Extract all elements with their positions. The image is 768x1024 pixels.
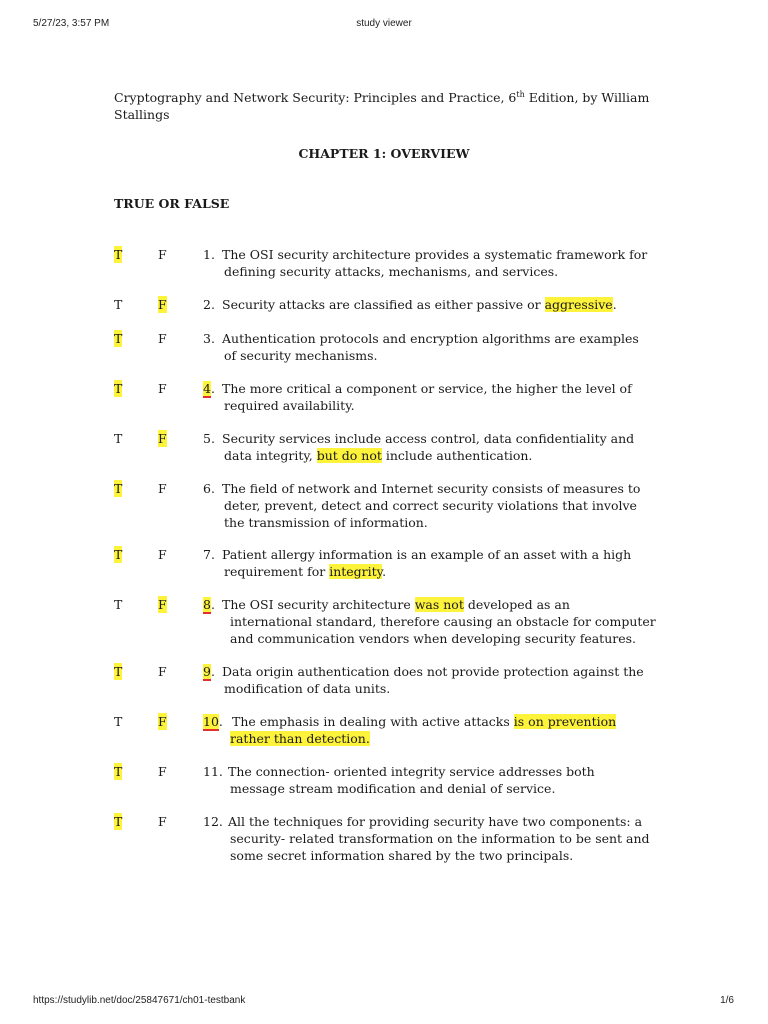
answer-true: T <box>114 331 123 346</box>
question-text-cont: message stream modification and denial of service. <box>230 781 556 796</box>
question-text-cont <box>224 447 532 464</box>
question-number: 6. <box>203 481 215 496</box>
text-segment: Security attacks are classified as either passive or <box>222 297 545 312</box>
answer-false: F <box>158 597 167 612</box>
question-text <box>232 713 616 730</box>
print-page-title: study viewer <box>356 18 412 29</box>
highlighted-text: rather than detection. <box>230 731 370 746</box>
highlighted-number: 9 <box>203 664 211 679</box>
question-number <box>203 713 223 730</box>
highlighted-number: 8 <box>203 597 211 612</box>
question-text: Data origin authentication does not provide protection against the <box>222 664 644 679</box>
answer-true: T <box>114 297 123 312</box>
number-dot: . <box>210 664 215 679</box>
answer-true: T <box>114 481 123 496</box>
answer-false: F <box>158 431 167 446</box>
print-url: https://studylib.net/doc/25847671/ch01-testbank <box>33 995 246 1006</box>
question-text-cont <box>224 563 386 580</box>
number-dot: . <box>218 714 223 729</box>
answer-true: T <box>114 664 123 679</box>
answer-false: F <box>158 381 167 396</box>
document-body <box>114 86 674 863</box>
question-text: The OSI security architecture provides a systematic framework for <box>222 247 648 262</box>
answer-true: T <box>114 381 123 396</box>
question-text <box>222 596 570 613</box>
answer-false: F <box>158 481 167 496</box>
document-title <box>114 86 674 123</box>
question-text-cont: some secret information shared by the two principals. <box>230 848 574 863</box>
number-dot: . <box>210 381 215 396</box>
question-number <box>203 596 215 613</box>
text-segment: requirement for <box>224 564 330 579</box>
question-text: All the techniques for providing security have two components: a <box>228 814 643 829</box>
text-segment: The OSI security architecture <box>222 597 415 612</box>
section-heading: TRUE OR FALSE <box>114 196 230 211</box>
answer-true: T <box>114 247 123 262</box>
text-segment: developed as an <box>463 597 570 612</box>
title-part1: Cryptography and Network Security: Principles and Practice, 6 <box>114 90 517 106</box>
answer-false: F <box>158 547 167 562</box>
question-text-cont: modification of data units. <box>224 681 391 696</box>
highlighted-text: was not <box>414 597 464 612</box>
question-text-cont <box>230 730 370 747</box>
title-part2: Edition, by William <box>524 90 650 106</box>
answer-false: F <box>158 664 167 679</box>
answer-false: F <box>158 297 167 312</box>
question-text-cont: the transmission of information. <box>224 515 428 530</box>
question-number: 11. <box>203 764 223 779</box>
question-number: 3. <box>203 331 215 346</box>
answer-true: T <box>114 764 123 779</box>
highlighted-number: 10 <box>203 714 219 729</box>
text-segment: include authentication. <box>381 448 533 463</box>
text-segment: data integrity, <box>224 448 317 463</box>
question-text-cont: of security mechanisms. <box>224 348 378 363</box>
question-text-cont: required availability. <box>224 398 355 413</box>
question-text-cont: defining security attacks, mechanisms, and services. <box>224 264 559 279</box>
question-number: 5. <box>203 431 215 446</box>
answer-false: F <box>158 714 167 729</box>
question-number: 1. <box>203 247 215 262</box>
question-text: The more critical a component or service, the higher the level of <box>222 381 632 396</box>
question-text: Security services include access control, data confidentiality and <box>222 431 635 446</box>
answer-false: F <box>158 247 167 262</box>
text-segment: . <box>612 297 617 312</box>
question-text: Patient allergy information is an example of an asset with a high <box>222 547 632 562</box>
highlighted-text: aggressive <box>544 297 613 312</box>
chapter-heading: CHAPTER 1: OVERVIEW <box>298 146 470 161</box>
answer-false: F <box>158 814 167 829</box>
question-number: 12. <box>203 814 223 829</box>
question-text: The field of network and Internet security consists of measures to <box>222 481 641 496</box>
question-text-cont: and communication vendors when developing security features. <box>230 631 637 646</box>
print-timestamp: 5/27/23, 3:57 PM <box>33 18 110 29</box>
answer-true: T <box>114 814 123 829</box>
answer-true: T <box>114 597 123 612</box>
highlighted-text: but do not <box>316 448 382 463</box>
answer-true: T <box>114 714 123 729</box>
text-segment: The emphasis in dealing with active attacks <box>232 714 514 729</box>
question-text-cont: international standard, therefore causing an obstacle for computer <box>230 614 656 629</box>
text-segment: . <box>382 564 387 579</box>
question-text-cont: security- related transformation on the information to be sent and <box>230 831 650 846</box>
question-text-cont: deter, prevent, detect and correct security violations that involve <box>224 498 637 513</box>
question-text <box>222 296 617 313</box>
question-number <box>203 380 215 397</box>
title-line2: Stallings <box>114 107 170 123</box>
highlighted-text: integrity <box>329 564 383 579</box>
number-dot: . <box>210 597 215 612</box>
question-number: 2. <box>203 297 215 312</box>
title-sup: th <box>516 90 525 99</box>
question-text: The connection- oriented integrity service addresses both <box>228 764 595 779</box>
answer-true: T <box>114 547 123 562</box>
question-number <box>203 663 215 680</box>
highlighted-text: is on prevention <box>513 714 617 729</box>
question-text: Authentication protocols and encryption algorithms are examples <box>222 331 639 346</box>
highlighted-number: 4 <box>203 381 211 396</box>
answer-false: F <box>158 764 167 779</box>
question-number: 7. <box>203 547 215 562</box>
print-page-count: 1/6 <box>720 995 734 1006</box>
answer-false: F <box>158 331 167 346</box>
answer-true: T <box>114 431 123 446</box>
